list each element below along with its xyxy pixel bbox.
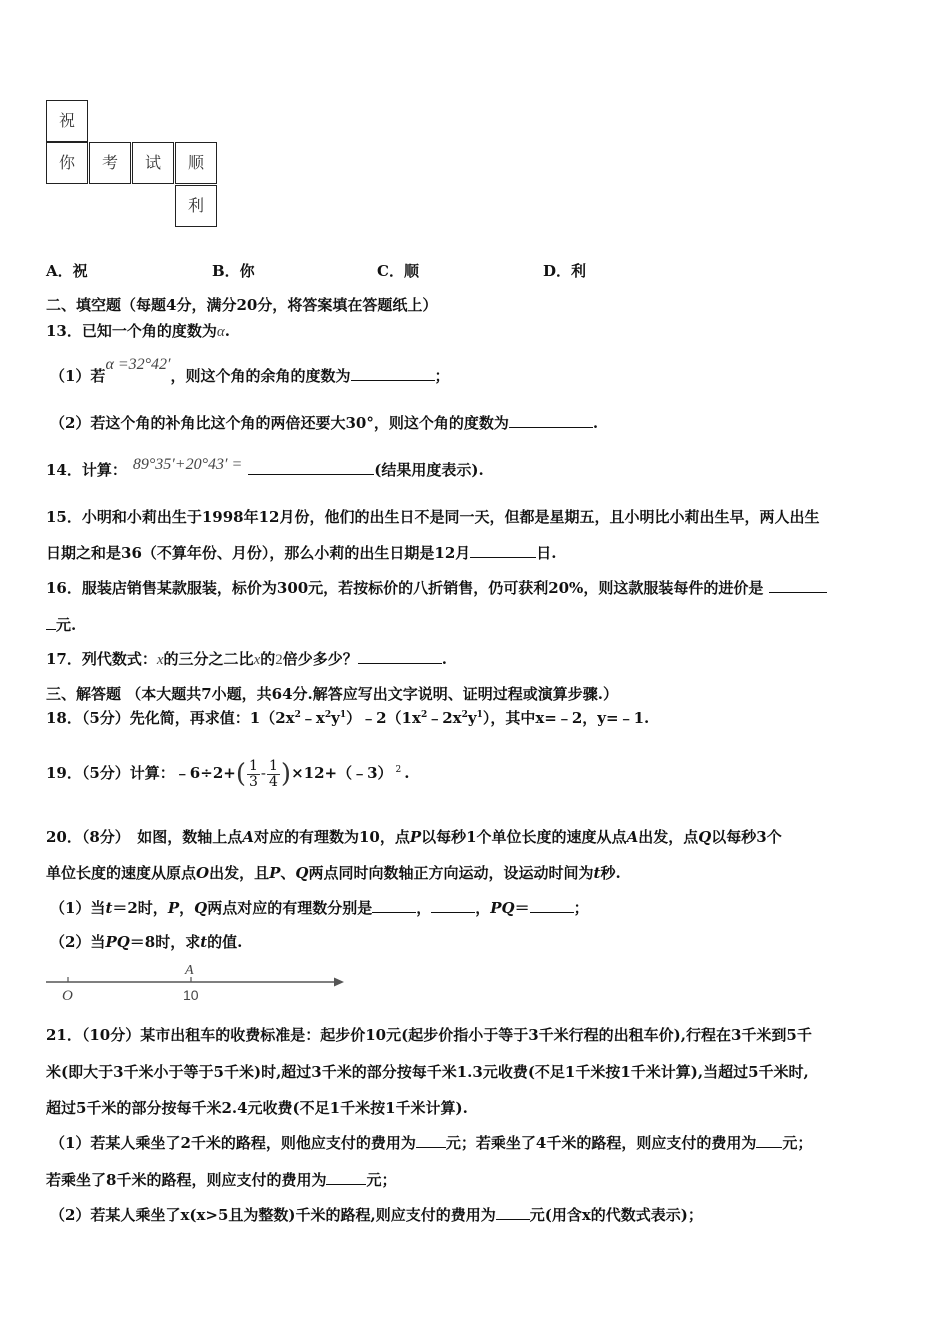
option-d: D．利 <box>543 262 587 280</box>
q13-part2 <box>50 413 598 433</box>
q18-t5: ﹣2x <box>427 709 462 727</box>
fraction-one-third <box>247 759 260 790</box>
origin-label: O <box>62 988 73 1004</box>
q20-p2: 的值. <box>207 933 243 951</box>
q20-t: 秒. <box>600 864 621 882</box>
q21-line1: 21．（10分）某市出租车的收费标准是：起步价10元(起步价指小于等于3千米行程的出租车价),行程在3千米到5千 <box>46 1026 812 1044</box>
q21-p1: （1）若某人乘坐了2千米的路程，则他应支付的费用为 <box>50 1134 416 1152</box>
q13-p1-text: ，则这个角的余角的度数为 <box>170 367 351 385</box>
var-t: t <box>200 933 208 951</box>
answer-blank[interactable] <box>248 460 374 475</box>
minus-sign: - <box>260 764 266 782</box>
q20-t: 以每秒3个 <box>711 828 782 846</box>
q20-p1: ； <box>573 899 589 917</box>
q15-line2-text: 日期之和是36（不算年份、月份），那么小莉的出生日期是12月 <box>46 544 471 562</box>
answer-blank[interactable] <box>470 543 536 558</box>
q20-p1: ， <box>475 899 491 917</box>
q20-p1: 两点对应的有理数分别是 <box>207 899 373 917</box>
point-a-label: A <box>626 828 639 846</box>
q13-p1-prefix: （1）若 <box>50 367 106 385</box>
q21-line2: 米(即大于3千米小于等于5千米)时,超过3千米的部分按每千米1.3元收费(不足1千米按1千米计算),当超过5千米时, <box>46 1063 809 1081</box>
var-t: t <box>593 864 601 882</box>
q18-t2: ﹣x <box>300 709 325 727</box>
q13-stem-end: . <box>224 322 230 340</box>
q19-after: ×12+（﹣3） <box>291 764 393 782</box>
q16-line2 <box>46 615 76 635</box>
q13-p2-end: . <box>592 414 599 432</box>
q14 <box>46 456 484 481</box>
option-b: B．你 <box>212 262 255 280</box>
q20-line1 <box>46 827 782 847</box>
point-p-label: P <box>269 864 281 882</box>
q20-t: 出发，点 <box>638 828 699 846</box>
option-a: A．祝 <box>46 262 88 280</box>
q21-p2: 元(用含x的代数式表示)； <box>529 1206 703 1224</box>
q18-t4: ）﹣2（1x <box>346 709 421 727</box>
q20-part1 <box>50 898 589 918</box>
q20-t: 、 <box>280 864 296 882</box>
answer-blank[interactable] <box>416 1133 446 1148</box>
q17 <box>46 649 447 670</box>
q13-stem-text: 13．已知一个角的度数为 <box>46 322 217 340</box>
axis-arrow-icon <box>334 978 344 987</box>
var-t: t <box>105 899 113 917</box>
net-cell: 考 <box>89 142 131 184</box>
point-a-axis-label: A <box>185 963 194 978</box>
point-p-label: P <box>167 899 180 917</box>
q18 <box>46 708 649 728</box>
q20-p1: ， <box>179 899 195 917</box>
q20-t: 出发，且 <box>209 864 270 882</box>
q20-p1: ＝ <box>514 899 530 917</box>
q21-p1: 若乘坐了8千米的路程，则应支付的费用为 <box>46 1171 327 1189</box>
net-cell-top: 祝 <box>46 100 88 142</box>
paren: ( <box>235 759 246 789</box>
segment-pq-label: PQ <box>105 933 130 951</box>
q21-p1: 元；若乘坐了4千米的路程，则应支付的费用为 <box>445 1134 757 1152</box>
q21-part2 <box>50 1205 703 1225</box>
q18-t7: ），其中x=﹣2，y=﹣1. <box>482 709 650 727</box>
q13-stem <box>46 321 230 342</box>
frac-den: 3 <box>248 773 258 790</box>
var-x: x <box>253 652 261 668</box>
q13-p2-text: （2）若这个角的补角比这个角的两倍还要大30°，则这个角的度数为 <box>50 414 509 432</box>
q14-suffix: (结果用度表示). <box>374 461 484 479</box>
q15-line1: 15．小明和小莉出生于1998年12月份，他们的出生日不是同一天，但都是星期五，且小明比小莉出生早，两人出生 <box>46 508 820 526</box>
q21-p1: 元； <box>782 1134 813 1152</box>
number-line-figure <box>44 960 348 1006</box>
answer-blank[interactable] <box>372 898 416 913</box>
frac-den: 4 <box>268 773 278 790</box>
q19-prefix: 19．（5分）计算：﹣6÷2+ <box>46 764 236 782</box>
q14-formula: 89°35′+20°43′ = <box>132 456 243 473</box>
frac-num: 1 <box>268 757 278 774</box>
q18-t3: y <box>331 709 340 727</box>
q21-p2: （2）若某人乘坐了x(x>5且为整数)千米的路程,则应支付的费用为 <box>50 1206 496 1224</box>
answer-blank[interactable] <box>358 649 442 664</box>
q14-prefix: 14．计算： <box>46 461 127 479</box>
exponent: 1 <box>476 710 483 720</box>
q13-p1-formula: α =32°42′ <box>105 356 171 373</box>
q17-end: . <box>441 650 447 668</box>
q18-t1: 18．（5分）先化简，再求值：1（2x <box>46 709 295 727</box>
q20-p2: （2）当 <box>50 933 106 951</box>
answer-blank[interactable] <box>769 578 827 593</box>
q13-part1 <box>50 356 450 387</box>
point-q-label: Q <box>194 899 208 917</box>
q21-line3: 超过5千米的部分按每千米2.4元收费(不足1千米按1千米计算). <box>46 1099 468 1117</box>
alpha-symbol: α <box>216 324 225 340</box>
point-a-label: A <box>242 828 254 846</box>
q17-mid2: 的 <box>260 650 276 668</box>
section2-heading: 二、填空题（每题4分，满分20分，将答案填在答题纸上） <box>46 296 438 314</box>
q16-line1 <box>46 578 827 598</box>
answer-blank[interactable] <box>431 898 475 913</box>
q21-part1 <box>50 1133 812 1153</box>
answer-blank[interactable] <box>756 1133 782 1148</box>
point-a-value: 10 <box>183 987 199 1003</box>
q13-p1-end: ； <box>434 367 450 385</box>
exponent: 2 <box>461 710 468 720</box>
q19 <box>46 748 409 798</box>
q15-line2 <box>46 543 557 563</box>
answer-blank[interactable] <box>46 615 56 630</box>
answer-blank[interactable] <box>496 1205 530 1220</box>
section3-heading: 三、解答题 （本大题共7小题，共64分.解答应写出文字说明、证明过程或演算步骤.） <box>46 685 618 703</box>
net-cell: 顺 <box>175 142 217 184</box>
q17-suffix: 倍少多少？ <box>282 650 358 668</box>
net-cell-bottom: 利 <box>175 185 217 227</box>
segment-pq-label: PQ <box>490 899 515 917</box>
q18-t6: y <box>467 709 477 727</box>
exponent: 2 <box>420 710 428 720</box>
var-x: x <box>156 652 164 668</box>
q21-part1-line2 <box>46 1170 396 1190</box>
q17-mid: 的三分之二比 <box>163 650 254 668</box>
q16-end: 元. <box>56 616 77 634</box>
exponent: 1 <box>339 710 347 720</box>
net-cell: 试 <box>132 142 174 184</box>
answer-blank[interactable] <box>326 1170 366 1185</box>
answer-blank[interactable] <box>509 413 593 428</box>
frac-num: 1 <box>248 757 258 774</box>
q20-part2 <box>50 932 242 952</box>
fraction-one-fourth <box>267 759 280 790</box>
answer-blank[interactable] <box>530 898 574 913</box>
exponent: 2 <box>395 765 402 775</box>
q21-p1: 元； <box>366 1171 397 1189</box>
q20-t: 20．（8分） 如图，数轴上点 <box>46 828 243 846</box>
q20-p1: （1）当 <box>50 899 106 917</box>
q20-p2: ＝8时，求 <box>129 933 201 951</box>
paren: ) <box>280 759 292 789</box>
point-q-label: Q <box>698 828 712 846</box>
q19-end: . <box>404 764 410 782</box>
q20-t: 两点同时向数轴正方向运动，设运动时间为 <box>308 864 594 882</box>
q20-p1: ， <box>416 899 432 917</box>
exponent: 2 <box>294 710 301 720</box>
q17-prefix: 17．列代数式： <box>46 650 157 668</box>
point-o-label: O <box>196 864 210 882</box>
q15-line2-end: 日. <box>536 544 557 562</box>
q20-t: 以每秒1个单位长度的速度从点 <box>421 828 627 846</box>
answer-blank[interactable] <box>351 366 435 381</box>
q20-line2 <box>46 863 621 883</box>
q20-t: 对应的有理数为10，点 <box>253 828 410 846</box>
q16-text: 16．服装店销售某款服装，标价为300元，若按标价的八折销售，仍可获利20%，则这款服装每件的进价是 <box>46 579 764 597</box>
q20-t: 单位长度的速度从原点 <box>46 864 197 882</box>
point-q-label: Q <box>295 864 309 882</box>
exponent: 2 <box>324 710 332 720</box>
q17-two: 2 <box>275 652 283 668</box>
q20-p1: ＝2时， <box>112 899 168 917</box>
point-p-label: P <box>409 828 422 846</box>
option-c: C．顺 <box>377 262 419 280</box>
net-cell: 你 <box>46 142 88 184</box>
